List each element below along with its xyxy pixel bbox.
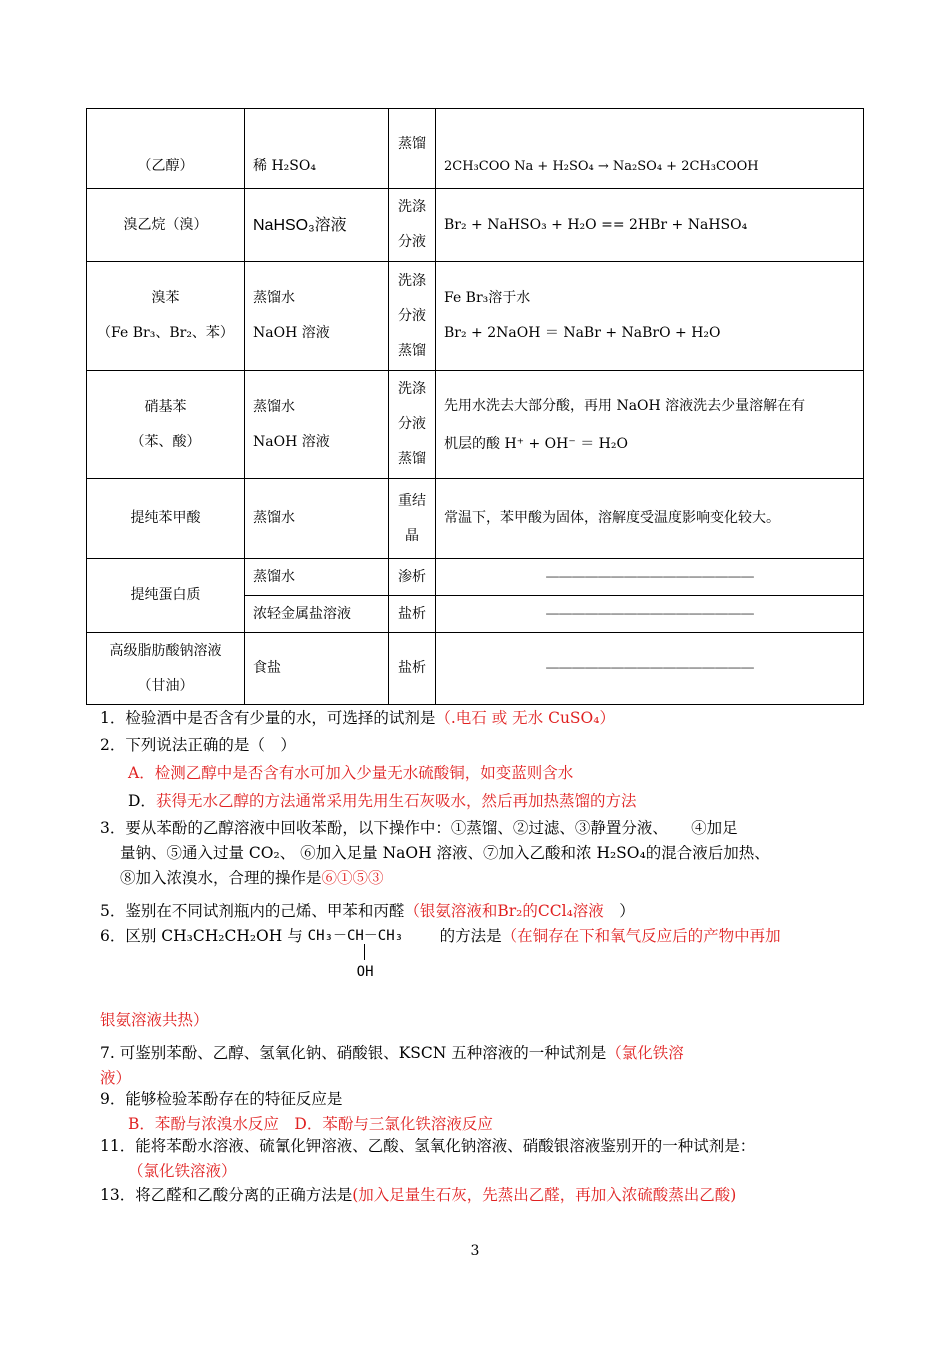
table-cell: 常温下，苯甲酸为固体，溶解度受温度影响变化较大。 [436, 479, 864, 559]
question-text: ⑧加入浓溴水，合理的操作是 [120, 869, 322, 887]
table-cell [87, 371, 245, 479]
table-cell: ———————————————— [436, 559, 864, 596]
table-cell [245, 371, 389, 479]
question-3 [100, 816, 858, 891]
cell-text: 高级脂肪酸钠溶液 [109, 642, 222, 659]
table-cell: 盐析 [389, 596, 436, 633]
cell-text: （Fe Br₃、Br₂、苯） [97, 325, 234, 341]
question-text: 5．鉴别在不同试剂瓶内的己烯、甲苯和丙醛 [100, 902, 405, 920]
question-text [100, 866, 858, 891]
question-2 [100, 733, 858, 814]
question-text: 1．检验酒中是否含有少量的水，可选择的试剂是 [100, 709, 436, 727]
table-cell: 蒸馏水 [245, 479, 389, 559]
question-5 [100, 899, 858, 924]
table-cell [87, 109, 245, 189]
cell-text: （甘油） [137, 677, 194, 694]
cell-text: 洗涤 [398, 199, 426, 215]
table-cell: 盐析 [389, 633, 436, 705]
question-text: ） [603, 902, 635, 920]
question-9 [100, 1087, 858, 1137]
table-cell: NaHSO₃溶液 [245, 189, 389, 262]
cell-text: Br₂ + 2NaOH ＝ NaBr + NaBrO + H₂O [444, 325, 721, 341]
table-cell: 蒸馏水 [245, 559, 389, 596]
table-cell [87, 633, 245, 705]
question-6 [100, 924, 858, 980]
option-a: A．检测乙醇中是否含有水可加入少量无水硫酸铜，如变蓝则含水 [128, 764, 574, 782]
question-text: 3．要从苯酚的乙醇溶液中回收苯酚，以下操作中：①蒸馏、②过滤、③静置分液、 ④加足 [100, 819, 738, 837]
cell-text: NaOH 溶液 [253, 433, 330, 450]
table-row [87, 262, 864, 371]
question-text: 量钠、⑤通入过量 CO₂、 ⑥加入足量 NaOH 溶液、⑦加入乙酸和浓 H₂SO₄的混合液后加热、 [120, 844, 770, 862]
cell-text: 2CH₃COO Na + H₂SO₄ → Na₂SO₄ + 2CH₃COOH [444, 159, 759, 174]
formula-text: OH [356, 964, 374, 980]
table-cell [436, 262, 864, 371]
question-1 [100, 706, 858, 731]
table-cell [436, 371, 864, 479]
cell-text: 重结 [398, 492, 426, 509]
answer-text: （氯化铁溶 [606, 1044, 684, 1062]
answer-text: (加入足量生石灰，先蒸出乙醛，再加入浓硫酸蒸出乙酸) [352, 1186, 737, 1204]
answer-text: ⑥①⑤③ [321, 869, 384, 887]
table-row [87, 633, 864, 705]
table-cell [87, 262, 245, 371]
question-text: 13．将乙醛和乙酸分离的正确方法是 [100, 1186, 353, 1204]
table-cell [245, 109, 389, 189]
cell-text: 溴苯 [151, 290, 180, 306]
table-cell [389, 109, 436, 189]
cell-text: 晶 [405, 527, 419, 544]
table-cell [436, 109, 864, 189]
table-row [87, 371, 864, 479]
cell-text: 分液 [398, 234, 426, 250]
table-cell: 浓轻金属盐溶液 [245, 596, 389, 633]
cell-text: 稀 H₂SO₄ [253, 158, 316, 174]
table-cell: ———————————————— [436, 633, 864, 705]
cell-text: 蒸馏 [398, 342, 426, 359]
cell-text: （苯、酸） [130, 433, 201, 450]
bond-line [364, 944, 365, 960]
table-cell [245, 262, 389, 371]
question-text: 2．下列说法正确的是（ ） [100, 736, 296, 754]
question-7 [100, 1041, 858, 1091]
cell-text: 洗涤 [398, 272, 426, 289]
cell-text: Fe Br₃溶于水 [444, 290, 531, 306]
table-cell: 溴乙烷（溴） [87, 189, 245, 262]
question-11 [100, 1134, 858, 1184]
table-row [87, 109, 864, 189]
answer-text: （氯化铁溶液） [128, 1162, 237, 1180]
table-row [87, 559, 864, 596]
question-text: 的方法是 [439, 927, 502, 945]
answer-text: 银氨溶液共热） [100, 1011, 209, 1029]
isopropanol-formula [307, 924, 440, 980]
cell-text: 洗涤 [398, 381, 426, 397]
cell-text: 蒸馏水 [253, 290, 295, 306]
question-text: 7. 可鉴别苯酚、乙醇、氢氧化钠、硝酸银、KSCN 五种溶液的一种试剂是 [100, 1044, 607, 1062]
question-13 [100, 1183, 858, 1208]
question-text: 6．区别 CH₃CH₂CH₂OH 与 [100, 927, 303, 945]
answer-text: 液） [100, 1069, 132, 1087]
table-cell: 食盐 [245, 633, 389, 705]
table-cell: Br₂ + NaHSO₃ + H₂O == 2HBr + NaHSO₄ [436, 189, 864, 262]
cell-text: 蒸馏水 [253, 398, 295, 415]
cell-text: 分液 [398, 307, 426, 324]
table-cell [389, 189, 436, 262]
table-cell: 提纯苯甲酸 [87, 479, 245, 559]
table-cell [389, 479, 436, 559]
table-row [87, 189, 864, 262]
cell-text: 先用水洗去大部分酸，再用 NaOH 溶液洗去少量溶解在有 [444, 397, 806, 414]
question-text: 9．能够检验苯酚存在的特征反应是 [100, 1090, 343, 1108]
table-cell [389, 371, 436, 479]
table-cell: ———————————————— [436, 596, 864, 633]
cell-text: 硝基苯 [144, 398, 187, 415]
separation-table [86, 108, 864, 705]
option-d: D．获得无水乙醇的方法通常采用先用生石灰吸水，然后再加热蒸馏的方法 [128, 792, 637, 810]
option-d-text: 获得无水乙醇的方法通常采用先用生石灰吸水，然后再加热蒸馏的方法 [155, 792, 637, 810]
table-row [87, 479, 864, 559]
cell-text: （乙醇） [137, 158, 194, 174]
answer-text: （.电石 或 无水 CuSO₄） [435, 709, 615, 727]
cell-text: 蒸馏 [398, 451, 426, 467]
question-text: 11．能将苯酚水溶液、硫氰化钾溶液、乙酸、氢氧化钠溶液、硝酸银溶液鉴别开的一种试剂是： [100, 1137, 756, 1155]
table-cell: 提纯蛋白质 [87, 559, 245, 633]
page-number: 3 [470, 1243, 480, 1259]
cell-text: 分液 [398, 416, 426, 432]
cell-text: NaOH 溶液 [253, 325, 330, 341]
table-cell: 渗析 [389, 559, 436, 596]
table-cell [389, 262, 436, 371]
cell-text: 机层的酸 H⁺ + OH⁻ ＝ H₂O [444, 435, 628, 452]
formula-text: CH₃－CH－CH₃ [307, 928, 404, 944]
cell-text: 蒸馏 [398, 136, 426, 152]
answer-text: （银氨溶液和Br₂的CCl₄溶液 [404, 902, 604, 920]
answer-text: （在铜存在下和氧气反应后的产物中再加 [501, 927, 781, 945]
options-text: B．苯酚与浓溴水反应 D．苯酚与三氯化铁溶液反应 [128, 1115, 493, 1133]
